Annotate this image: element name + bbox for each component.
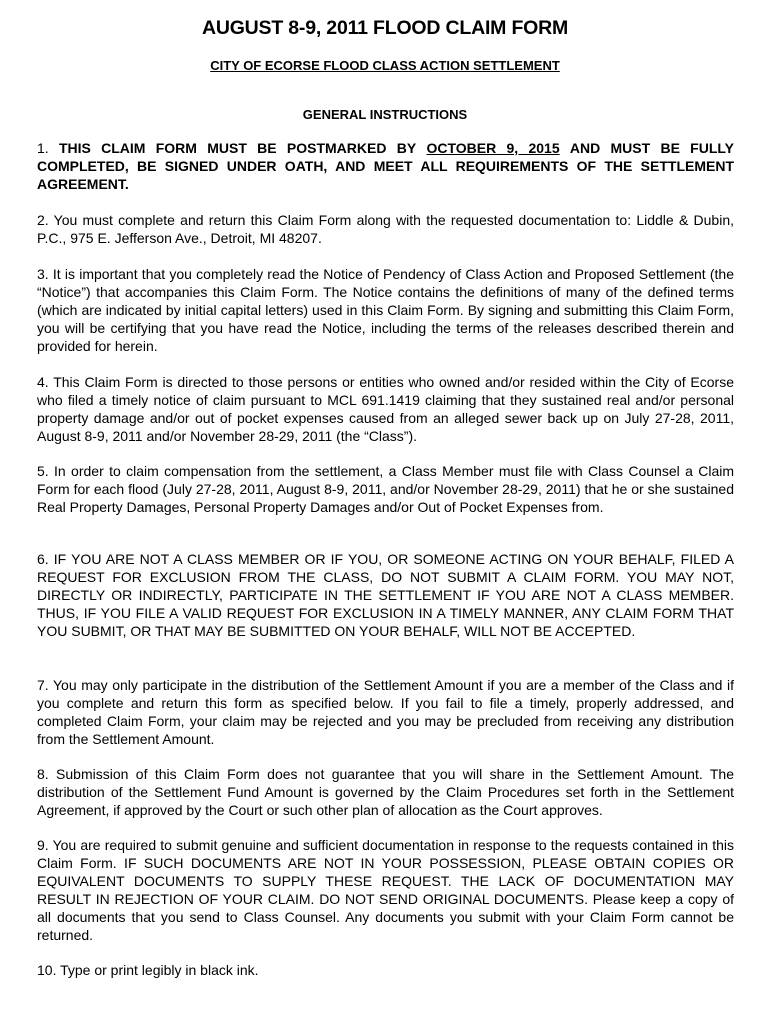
section-heading: GENERAL INSTRUCTIONS: [302, 107, 468, 122]
item-1-text-after-date: AND MUST BE FULLY COMPLETED, BE SIGNED UNDER OATH, AND MEET ALL REQUIREMENTS OF THE SETTLEMENT AGREEMENT.: [37, 140, 735, 192]
item-1-number: 1.: [37, 140, 49, 156]
form-subtitle: CITY OF ECORSE FLOOD CLASS ACTION SETTLEMENT: [210, 58, 560, 73]
instruction-item-10: 10. Type or print legibly in black ink.: [37, 962, 259, 978]
instruction-item-1: [37, 139, 734, 193]
instruction-item-8: 8. Submission of this Claim Form does not guarantee that you will share in the Settlement Amount. The distribution of the Settlement Fund Amount is governed by the Claim Procedures set forth in the Settlement Agreement, if approved by the Court or such other plan of allocation as the Court approves.: [37, 766, 734, 818]
form-title: AUGUST 8-9, 2011 FLOOD CLAIM FORM: [201, 17, 569, 39]
instruction-item-9: 9. You are required to submit genuine and sufficient documentation in response to the requests contained in this Claim Form. IF SUCH DOCUMENTS ARE NOT IN YOUR POSSESSION, PLEASE OBTAIN COPIES OR EQUIVALENT DOCUMENTS TO SUPPLY THESE REQUEST. THE LACK OF DOCUMENTATION MAY RESULT IN REJECTION OF YOUR CLAIM. DO NOT SEND ORIGINAL DOCUMENTS. Please keep a copy of all documents that you send to Class Counsel. Any documents you submit with your Claim Form cannot be returned.: [37, 837, 734, 943]
instruction-item-7: 7. You may only participate in the distribution of the Settlement Amount if you are a member of the Class and if you complete and return this form as specified below. If you fail to file a timely, properly addressed, and completed Claim Form, your claim may be rejected and you may be precluded from receiving any distribution from the Settlement Amount.: [37, 677, 734, 747]
instruction-item-5: 5. In order to claim compensation from the settlement, a Class Member must file with Class Counsel a Claim Form for each flood (July 27-28, 2011, August 8-9, 2011, and/or November 28-29, 2011) that he or she sustained Real Property Damages, Personal Property Damages and/or Out of Pocket Expenses from.: [37, 463, 734, 515]
instruction-item-6: 6. IF YOU ARE NOT A CLASS MEMBER OR IF YOU, OR SOMEONE ACTING ON YOUR BEHALF, FILED A REQUEST FOR EXCLUSION FROM THE CLASS, DO NOT SUBMIT A CLAIM FORM. YOU MAY NOT, DIRECTLY OR INDIRECTLY, PARTICIPATE IN THE SETTLEMENT IF YOU ARE NOT A CLASS MEMBER. THUS, IF YOU FILE A VALID REQUEST FOR EXCLUSION IN A TIMELY MANNER, ANY CLAIM FORM THAT YOU SUBMIT, OR THAT MAY BE SUBMITTED ON YOUR BEHALF, WILL NOT BE ACCEPTED.: [37, 551, 734, 639]
item-1-text-before-date: THIS CLAIM FORM MUST BE POSTMARKED BY: [58, 140, 417, 156]
instruction-item-4: 4. This Claim Form is directed to those persons or entities who owned and/or resided within the City of Ecorse who filed a timely notice of claim pursuant to MCL 691.1419 claiming that they sustained real and/or personal property damage and/or out of pocket expenses caused from an alleged sewer back up on July 27-28, 2011, August 8-9, 2011 and/or November 28-29, 2011 (the “Class”).: [37, 374, 734, 444]
instruction-item-2: 2. You must complete and return this Claim Form along with the requested documentation to: Liddle & Dubin, P.C., 975 E. Jefferson Ave., Detroit, MI 48207.: [37, 212, 734, 246]
postmark-deadline-date: OCTOBER 9, 2015: [426, 140, 560, 156]
instruction-item-3: 3. It is important that you completely read the Notice of Pendency of Class Action and Proposed Settlement (the “Notice”) that accompanies this Claim Form. The Notice contains the definitions of many of the defined terms (which are indicated by initial capital letters) used in this Claim Form. By signing and submitting this Claim Form, you will be certifying that you have read the Notice, including the terms of the releases described therein and provided for herein.: [37, 266, 734, 354]
